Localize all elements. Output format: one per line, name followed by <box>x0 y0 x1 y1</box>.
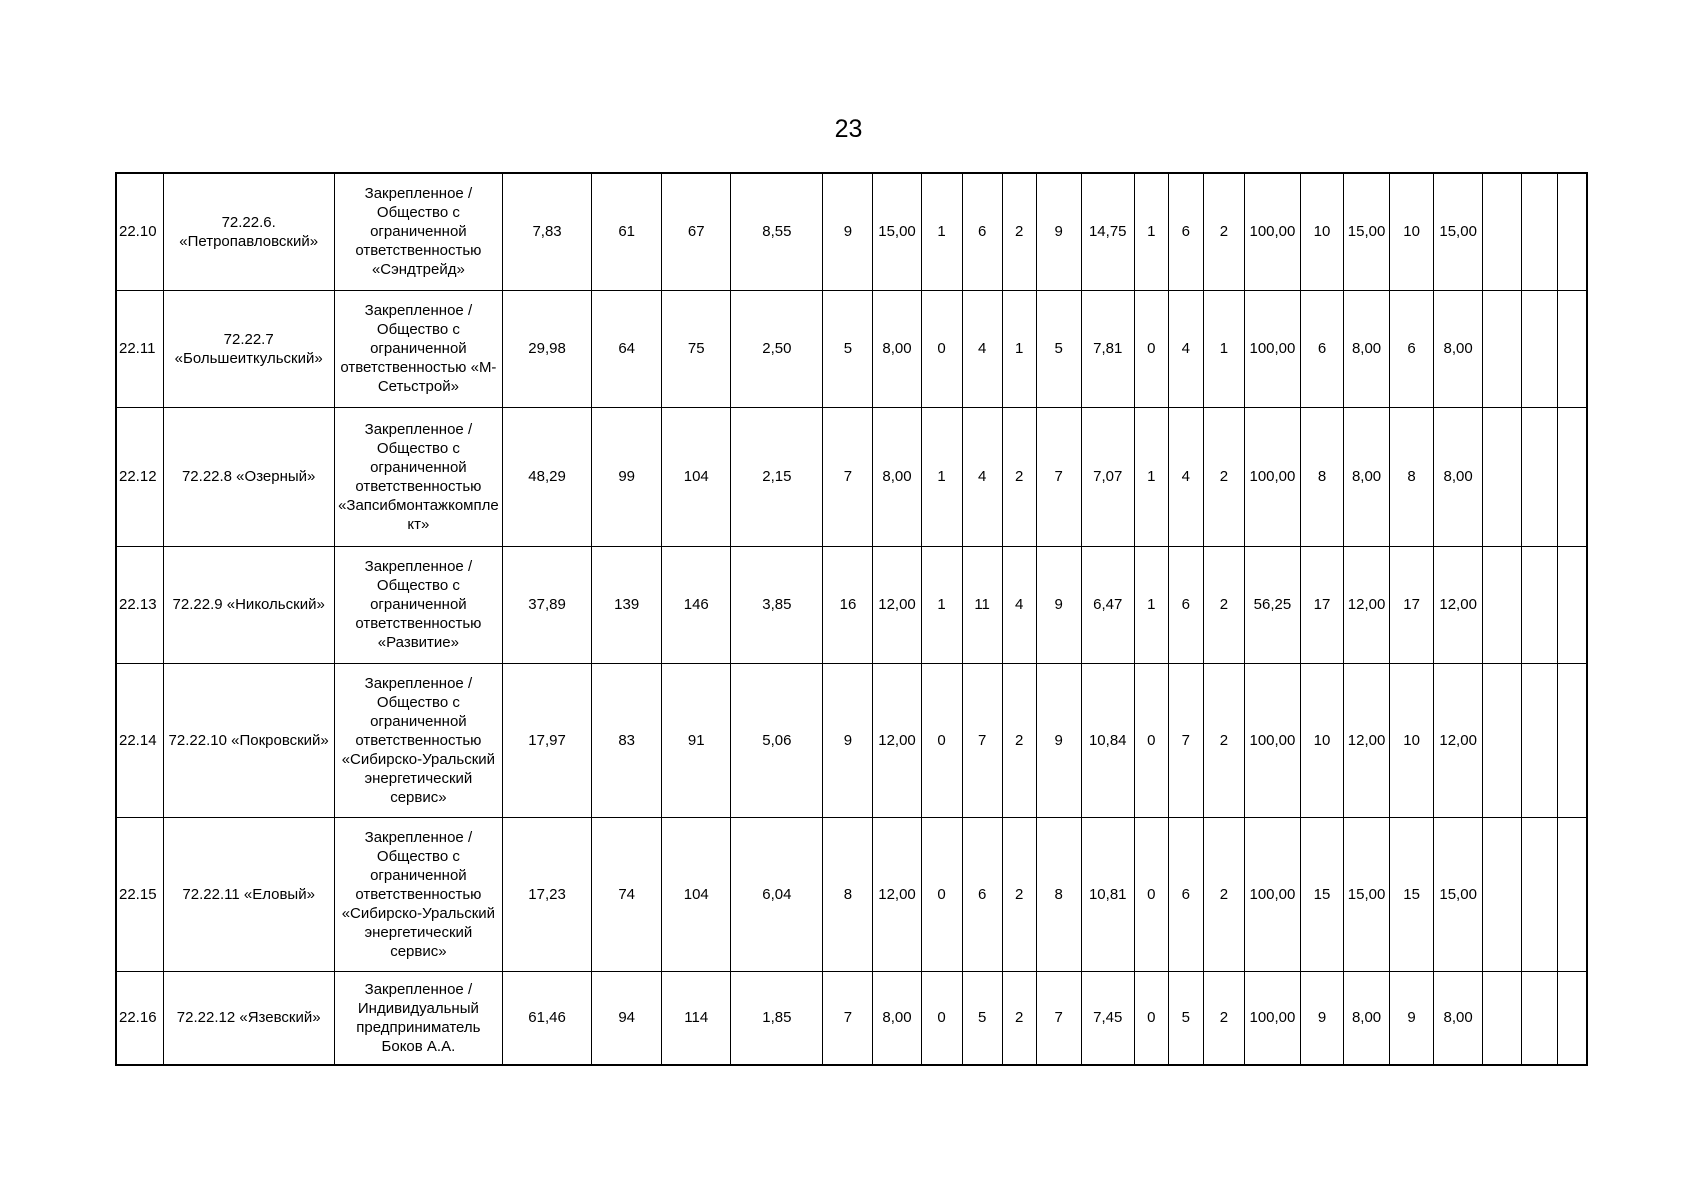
value-cell: 8,00 <box>1344 971 1390 1065</box>
value-cell: 8,00 <box>873 290 921 407</box>
value-cell <box>1522 546 1558 663</box>
value-cell: 2 <box>1002 173 1036 290</box>
table-body <box>116 173 1587 1065</box>
value-cell: 0 <box>1134 817 1168 971</box>
value-cell: 6 <box>1168 173 1203 290</box>
value-cell: 8 <box>823 817 873 971</box>
site-name-cell: 72.22.9 «Никольский» <box>163 546 334 663</box>
value-cell: 9 <box>1390 971 1434 1065</box>
value-cell: 7 <box>1036 407 1081 546</box>
table-row <box>116 407 1587 546</box>
value-cell: 74 <box>592 817 662 971</box>
value-cell: 37,89 <box>503 546 592 663</box>
value-cell: 0 <box>1134 663 1168 817</box>
value-cell: 0 <box>1134 971 1168 1065</box>
value-cell: 67 <box>662 173 731 290</box>
value-cell: 100,00 <box>1244 173 1300 290</box>
value-cell <box>1522 817 1558 971</box>
value-cell: 12,00 <box>873 663 921 817</box>
row-number-cell: 22.13 <box>116 546 163 663</box>
site-name-cell: 72.22.8 «Озерный» <box>163 407 334 546</box>
value-cell: 7,83 <box>503 173 592 290</box>
value-cell <box>1558 546 1587 663</box>
value-cell <box>1483 971 1522 1065</box>
value-cell: 1 <box>1002 290 1036 407</box>
value-cell: 15,00 <box>873 173 921 290</box>
value-cell: 56,25 <box>1244 546 1300 663</box>
value-cell: 12,00 <box>1344 546 1390 663</box>
value-cell: 8 <box>1300 407 1343 546</box>
value-cell: 8 <box>1036 817 1081 971</box>
value-cell: 7 <box>1036 971 1081 1065</box>
value-cell: 9 <box>823 663 873 817</box>
table-row <box>116 173 1587 290</box>
owner-cell: Закрепленное / Индивидуальный предприниматель Боков А.А. <box>334 971 502 1065</box>
value-cell: 2 <box>1002 407 1036 546</box>
row-number-cell: 22.15 <box>116 817 163 971</box>
value-cell: 17 <box>1300 546 1343 663</box>
value-cell: 8,00 <box>873 971 921 1065</box>
owner-cell: Закрепленное / Общество с ограниченной ответственностью «Сибирско-Уральский энергетический сервис» <box>334 663 502 817</box>
value-cell: 10,84 <box>1081 663 1134 817</box>
value-cell <box>1522 173 1558 290</box>
value-cell: 5,06 <box>731 663 823 817</box>
value-cell: 16 <box>823 546 873 663</box>
value-cell: 15,00 <box>1434 817 1483 971</box>
value-cell: 15,00 <box>1344 173 1390 290</box>
value-cell: 12,00 <box>1344 663 1390 817</box>
value-cell: 4 <box>962 407 1002 546</box>
value-cell <box>1522 663 1558 817</box>
value-cell: 0 <box>921 817 962 971</box>
value-cell <box>1522 971 1558 1065</box>
value-cell: 5 <box>823 290 873 407</box>
value-cell: 2 <box>1002 663 1036 817</box>
value-cell: 0 <box>921 663 962 817</box>
value-cell: 9 <box>1036 663 1081 817</box>
value-cell: 17,23 <box>503 817 592 971</box>
value-cell: 4 <box>962 290 1002 407</box>
value-cell: 6 <box>962 173 1002 290</box>
owner-cell: Закрепленное / Общество с ограниченной ответственностью «Сибирско-Уральский энергетический сервис» <box>334 817 502 971</box>
value-cell: 10 <box>1300 663 1343 817</box>
value-cell: 1,85 <box>731 971 823 1065</box>
value-cell: 1 <box>1134 407 1168 546</box>
site-name-cell: 72.22.6. «Петропавловский» <box>163 173 334 290</box>
value-cell <box>1483 290 1522 407</box>
value-cell: 100,00 <box>1244 290 1300 407</box>
data-table <box>115 172 1588 1066</box>
site-name-cell: 72.22.7 «Большеиткульский» <box>163 290 334 407</box>
value-cell: 61,46 <box>503 971 592 1065</box>
value-cell: 5 <box>1168 971 1203 1065</box>
table-row <box>116 971 1587 1065</box>
value-cell: 94 <box>592 971 662 1065</box>
value-cell: 17,97 <box>503 663 592 817</box>
table-row <box>116 290 1587 407</box>
value-cell: 1 <box>921 407 962 546</box>
value-cell: 4 <box>1002 546 1036 663</box>
row-number-cell: 22.10 <box>116 173 163 290</box>
site-name-cell: 72.22.10 «Покровский» <box>163 663 334 817</box>
value-cell: 104 <box>662 817 731 971</box>
value-cell: 100,00 <box>1244 663 1300 817</box>
owner-cell: Закрепленное / Общество с ограниченной ответственностью «Сэндтрейд» <box>334 173 502 290</box>
value-cell: 3,85 <box>731 546 823 663</box>
table-row <box>116 663 1587 817</box>
value-cell <box>1558 407 1587 546</box>
value-cell: 146 <box>662 546 731 663</box>
value-cell: 2 <box>1203 971 1244 1065</box>
value-cell: 5 <box>1036 290 1081 407</box>
value-cell: 6,47 <box>1081 546 1134 663</box>
value-cell: 100,00 <box>1244 817 1300 971</box>
value-cell: 9 <box>1300 971 1343 1065</box>
value-cell: 17 <box>1390 546 1434 663</box>
value-cell <box>1483 546 1522 663</box>
value-cell: 61 <box>592 173 662 290</box>
value-cell: 7,45 <box>1081 971 1134 1065</box>
value-cell: 2 <box>1203 173 1244 290</box>
row-number-cell: 22.11 <box>116 290 163 407</box>
value-cell: 8,00 <box>1344 407 1390 546</box>
value-cell: 9 <box>1036 173 1081 290</box>
value-cell: 104 <box>662 407 731 546</box>
value-cell: 2,15 <box>731 407 823 546</box>
value-cell: 9 <box>823 173 873 290</box>
value-cell: 6 <box>962 817 1002 971</box>
value-cell <box>1483 817 1522 971</box>
value-cell: 99 <box>592 407 662 546</box>
value-cell: 8 <box>1390 407 1434 546</box>
value-cell: 12,00 <box>873 546 921 663</box>
value-cell: 6 <box>1300 290 1343 407</box>
value-cell: 10 <box>1300 173 1343 290</box>
value-cell: 8,00 <box>873 407 921 546</box>
page-number: 23 <box>834 115 863 143</box>
site-name-cell: 72.22.11 «Еловый» <box>163 817 334 971</box>
value-cell: 5 <box>962 971 1002 1065</box>
value-cell: 139 <box>592 546 662 663</box>
value-cell: 7 <box>962 663 1002 817</box>
value-cell: 1 <box>1134 173 1168 290</box>
value-cell: 10,81 <box>1081 817 1134 971</box>
value-cell: 7 <box>823 407 873 546</box>
value-cell: 4 <box>1168 407 1203 546</box>
value-cell: 2 <box>1002 971 1036 1065</box>
value-cell: 83 <box>592 663 662 817</box>
value-cell: 114 <box>662 971 731 1065</box>
value-cell: 48,29 <box>503 407 592 546</box>
value-cell: 15 <box>1390 817 1434 971</box>
value-cell <box>1522 290 1558 407</box>
value-cell: 8,00 <box>1344 290 1390 407</box>
value-cell <box>1558 663 1587 817</box>
value-cell: 100,00 <box>1244 407 1300 546</box>
value-cell <box>1558 173 1587 290</box>
value-cell: 7,07 <box>1081 407 1134 546</box>
value-cell: 10 <box>1390 663 1434 817</box>
value-cell: 2,50 <box>731 290 823 407</box>
value-cell: 4 <box>1168 290 1203 407</box>
value-cell <box>1483 173 1522 290</box>
row-number-cell: 22.16 <box>116 971 163 1065</box>
value-cell: 12,00 <box>1434 546 1483 663</box>
value-cell <box>1558 290 1587 407</box>
value-cell: 1 <box>1203 290 1244 407</box>
owner-cell: Закрепленное / Общество с ограниченной ответственностью «Запсибмонтажкомплект» <box>334 407 502 546</box>
value-cell: 6 <box>1168 817 1203 971</box>
value-cell: 12,00 <box>1434 663 1483 817</box>
value-cell: 7,81 <box>1081 290 1134 407</box>
value-cell: 2 <box>1203 663 1244 817</box>
value-cell: 0 <box>921 290 962 407</box>
value-cell: 8,00 <box>1434 407 1483 546</box>
value-cell: 75 <box>662 290 731 407</box>
value-cell: 10 <box>1390 173 1434 290</box>
value-cell: 0 <box>921 971 962 1065</box>
value-cell: 6 <box>1168 546 1203 663</box>
value-cell: 6,04 <box>731 817 823 971</box>
value-cell: 15,00 <box>1344 817 1390 971</box>
owner-cell: Закрепленное / Общество с ограниченной ответственностью «Развитие» <box>334 546 502 663</box>
value-cell: 1 <box>921 546 962 663</box>
value-cell: 8,00 <box>1434 971 1483 1065</box>
value-cell: 2 <box>1203 817 1244 971</box>
value-cell: 2 <box>1203 546 1244 663</box>
value-cell: 64 <box>592 290 662 407</box>
site-name-cell: 72.22.12 «Язевский» <box>163 971 334 1065</box>
value-cell: 15 <box>1300 817 1343 971</box>
value-cell <box>1483 663 1522 817</box>
value-cell <box>1558 817 1587 971</box>
value-cell: 29,98 <box>503 290 592 407</box>
value-cell: 2 <box>1002 817 1036 971</box>
value-cell: 12,00 <box>873 817 921 971</box>
value-cell: 1 <box>1134 546 1168 663</box>
value-cell <box>1558 971 1587 1065</box>
value-cell: 14,75 <box>1081 173 1134 290</box>
value-cell: 7 <box>823 971 873 1065</box>
value-cell: 1 <box>921 173 962 290</box>
value-cell: 11 <box>962 546 1002 663</box>
row-number-cell: 22.12 <box>116 407 163 546</box>
table-row <box>116 817 1587 971</box>
value-cell <box>1522 407 1558 546</box>
value-cell: 8,00 <box>1434 290 1483 407</box>
row-number-cell: 22.14 <box>116 663 163 817</box>
value-cell: 6 <box>1390 290 1434 407</box>
value-cell: 15,00 <box>1434 173 1483 290</box>
value-cell: 7 <box>1168 663 1203 817</box>
value-cell: 9 <box>1036 546 1081 663</box>
table-row <box>116 546 1587 663</box>
value-cell: 0 <box>1134 290 1168 407</box>
value-cell: 91 <box>662 663 731 817</box>
owner-cell: Закрепленное / Общество с ограниченной ответственностью «М-Сетьстрой» <box>334 290 502 407</box>
value-cell: 2 <box>1203 407 1244 546</box>
value-cell <box>1483 407 1522 546</box>
value-cell: 100,00 <box>1244 971 1300 1065</box>
value-cell: 8,55 <box>731 173 823 290</box>
